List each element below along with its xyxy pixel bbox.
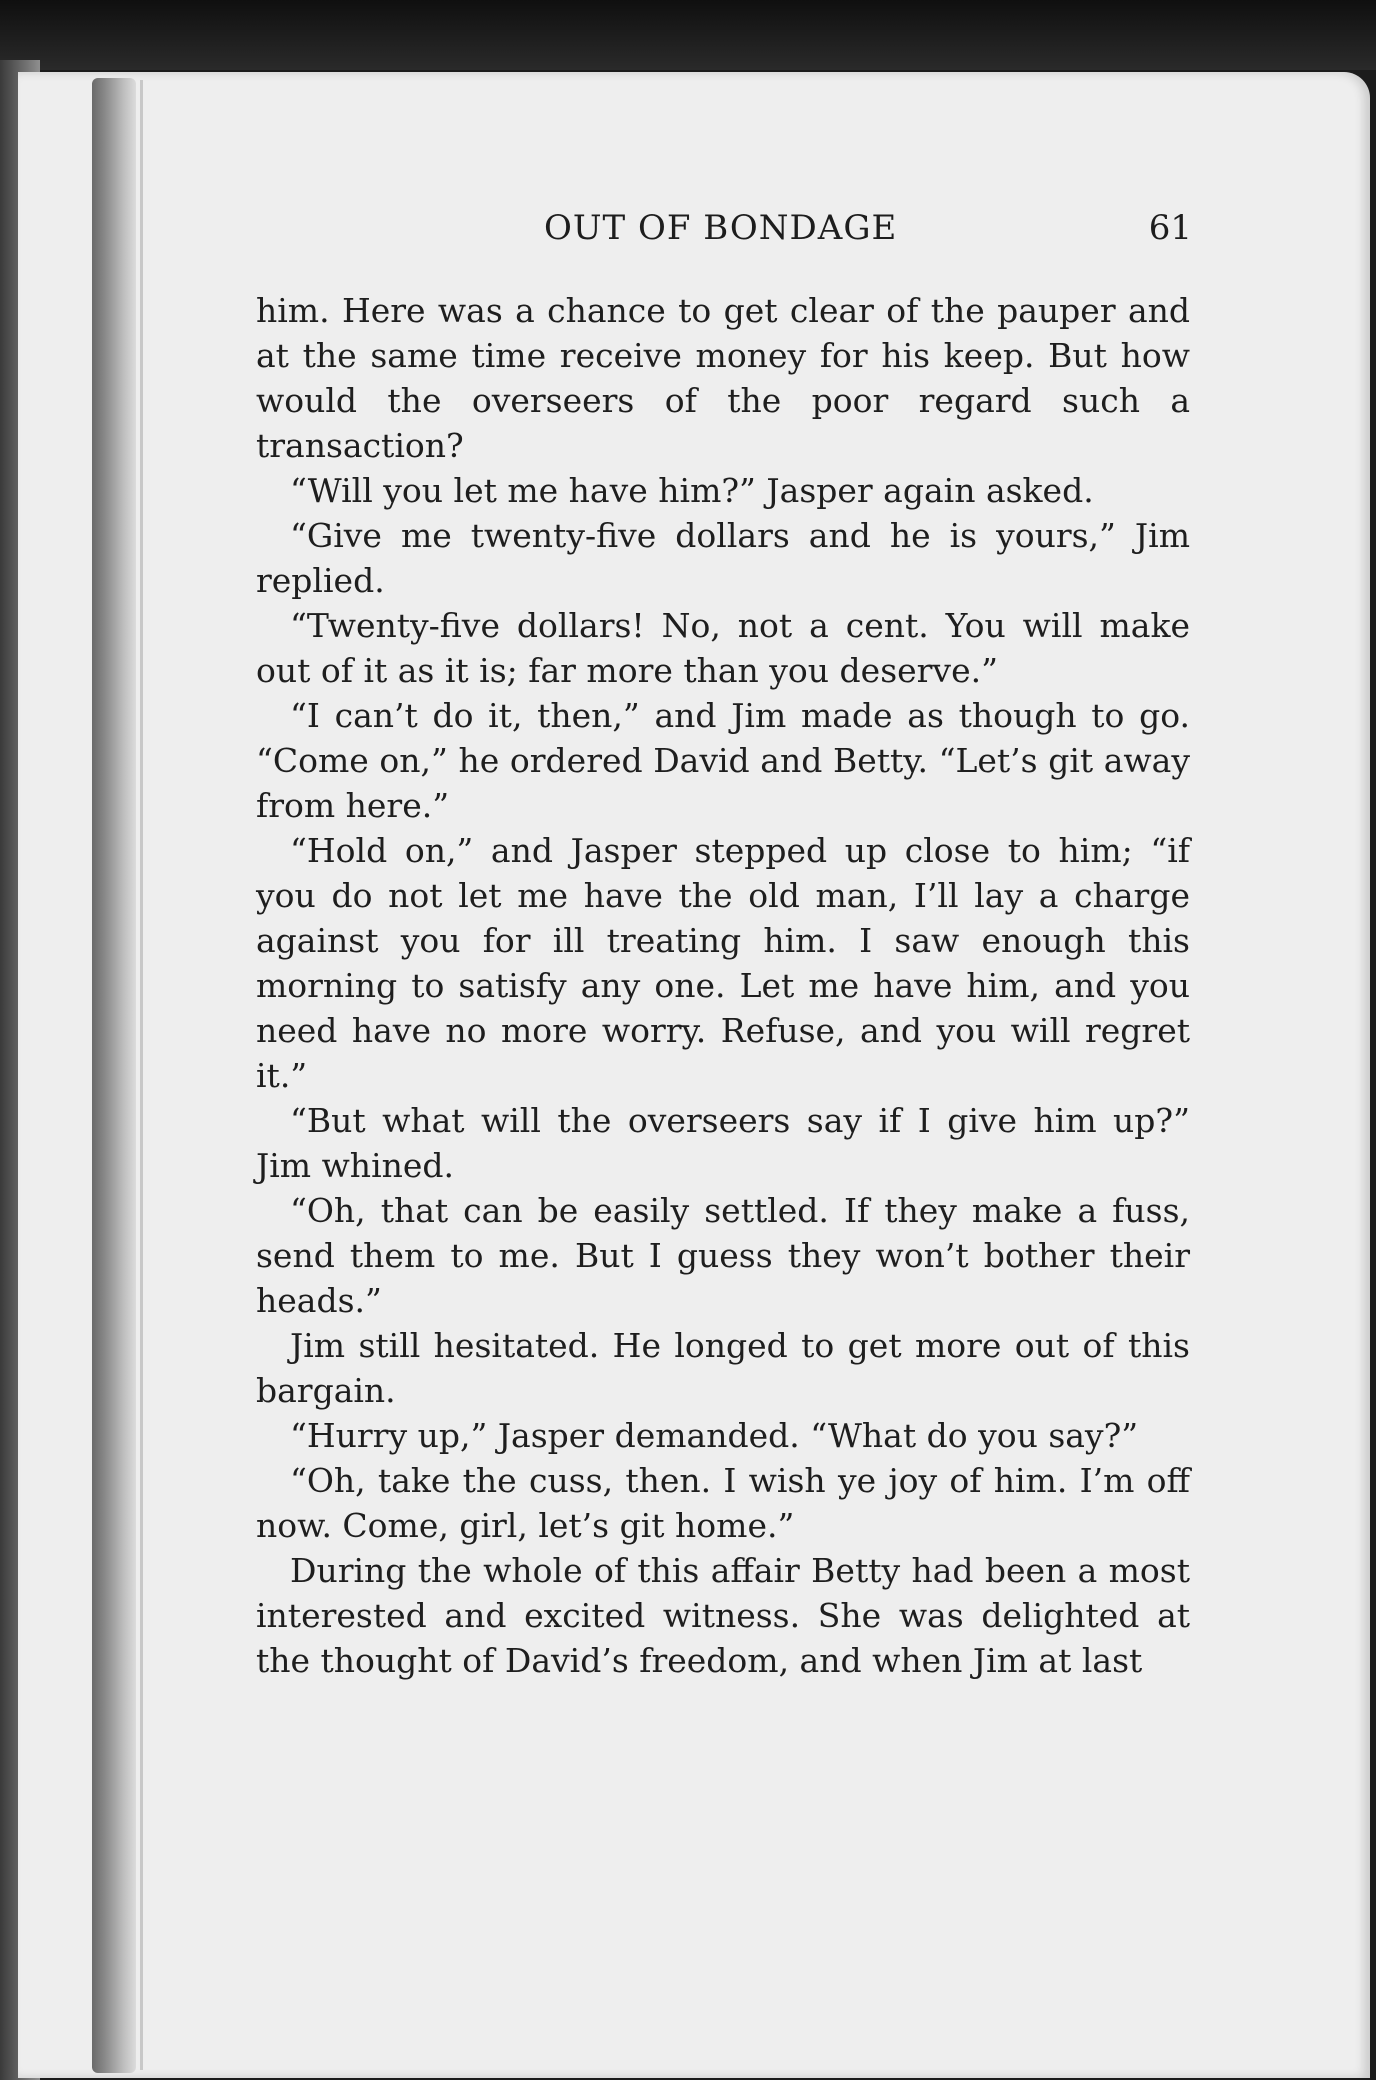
paragraph: “I can’t do it, then,” and Jim made as though to go. “Come on,” he ordered David and Betty. “Let’s git away from here.” xyxy=(256,696,1190,825)
body-text xyxy=(256,288,1190,1683)
gutter-line xyxy=(140,80,143,2070)
paragraph: During the whole of this affair Betty had been a most interested and excited witness. She was delighted at the thought of David’s freedom, and when Jim at last xyxy=(256,1551,1190,1680)
paragraph: “Hold on,” and Jasper stepped up close to him; “if you do not let me have the old man, I’ll lay a charge against you for ill treating him. I saw enough this morning to satisfy any one. Let me have him, and you need have no more worry. Refuse, and you will regret it.” xyxy=(256,831,1190,1095)
paragraph: “Hurry up,” Jasper demanded. “What do you say?” xyxy=(290,1416,1139,1455)
page-number: 61 xyxy=(1148,208,1192,248)
paragraph: “But what will the overseers say if I give him up?” Jim whined. xyxy=(256,1101,1190,1185)
paragraph: “Oh, take the cuss, then. I wish ye joy of him. I’m off now. Come, girl, let’s git home.” xyxy=(256,1461,1190,1545)
paragraph: “Will you let me have him?” Jasper again asked. xyxy=(290,471,1094,510)
scan-top-border xyxy=(0,0,1376,70)
paragraph: him. Here was a chance to get clear of the pauper and at the same time receive money for his keep. But how would the overseers of the poor regard such a transaction? xyxy=(256,291,1190,465)
paragraph: “Give me twenty-five dollars and he is yours,” Jim replied. xyxy=(256,516,1190,600)
book-gutter-shadow xyxy=(92,78,136,2073)
running-title: OUT OF BONDAGE xyxy=(544,208,898,248)
paragraph: “Twenty-five dollars! No, not a cent. You will make out of it as it is; far more than you deserve.” xyxy=(256,606,1190,690)
running-head xyxy=(254,208,1192,264)
paragraph: “Oh, that can be easily settled. If they make a fuss, send them to me. But I guess they won’t bother their heads.” xyxy=(256,1191,1190,1320)
paragraph: Jim still hesitated. He longed to get more out of this bargain. xyxy=(256,1326,1190,1410)
